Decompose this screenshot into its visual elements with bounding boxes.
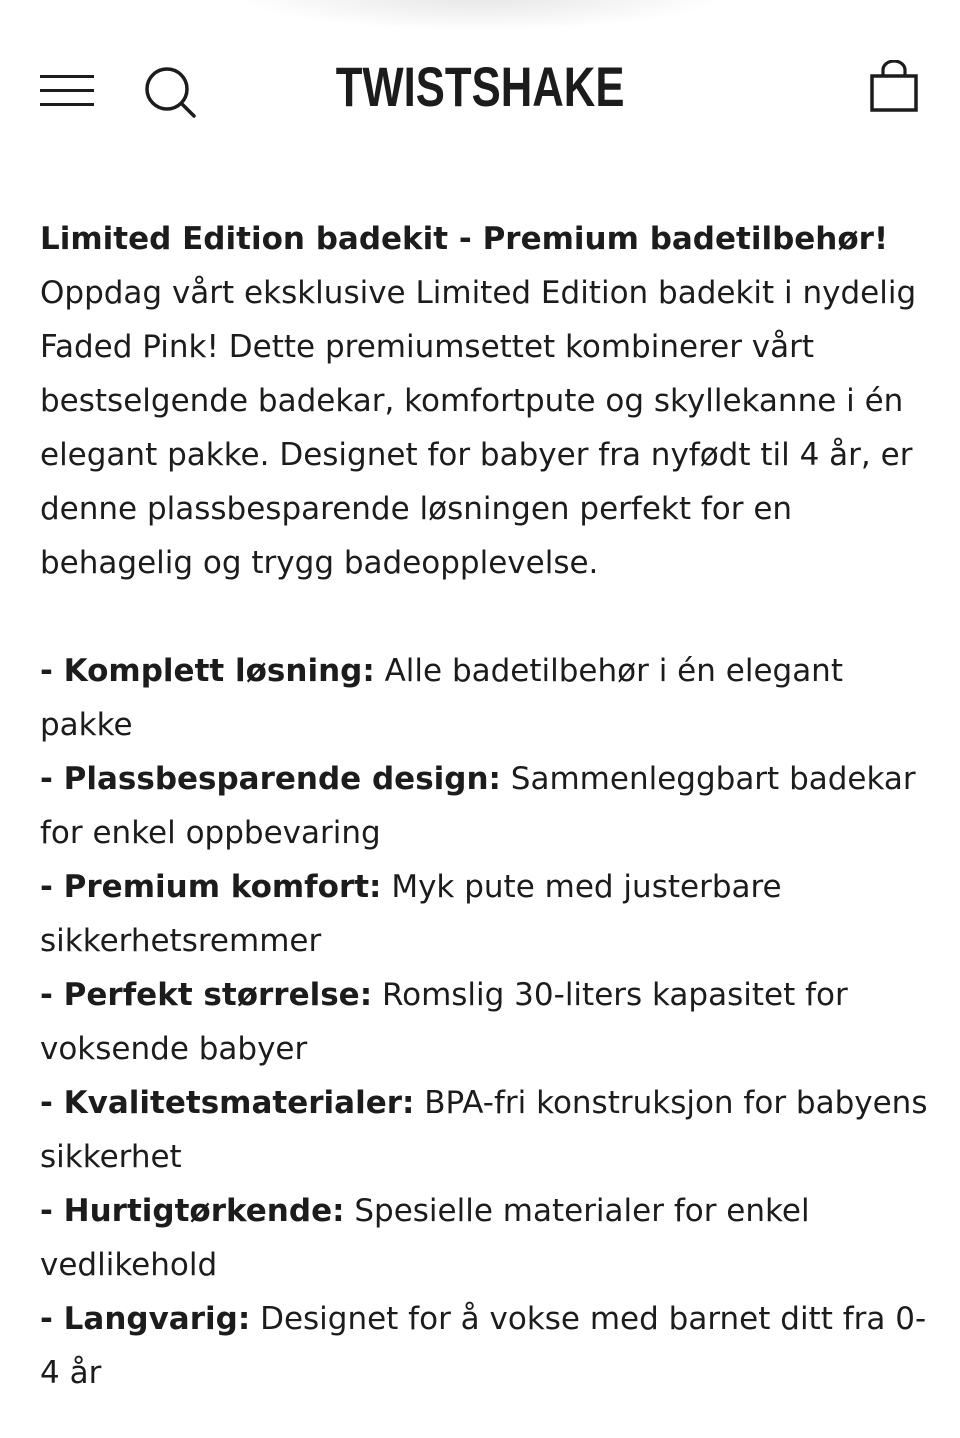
feature-label: - Plassbesparende design: — [40, 761, 501, 797]
description-heading: Limited Edition badekit - Premium badetilbehør! — [40, 221, 889, 257]
feature-label: - Hurtigtørkende: — [40, 1193, 345, 1229]
feature-text: Designet for å vokse med barnet ditt fra 0-4 år — [40, 1301, 927, 1391]
hamburger-menu-icon[interactable] — [40, 72, 94, 108]
feature-item — [40, 1292, 930, 1400]
feature-text: Myk pute med justerbare sikkerhetsremmer — [40, 869, 782, 959]
feature-text: Romslig 30-liters kapasitet for voksende babyer — [40, 977, 848, 1067]
feature-text: Spesielle materialer for enkel vedlikehold — [40, 1193, 810, 1283]
feature-item — [40, 752, 930, 860]
feature-label: - Kvalitetsmaterialer: — [40, 1085, 415, 1121]
feature-label: - Komplett løsning: — [40, 653, 375, 689]
feature-label: - Langvarig: — [40, 1301, 251, 1337]
feature-text: Alle badetilbehør i én elegant pakke — [40, 653, 843, 743]
description-intro: Oppdag vårt eksklusive Limited Edition badekit i nydelig Faded Pink! Dette premiumsettet kombinerer vårt bestselgende badekar, komfortpute og skyllekanne i én elegant pakke. Designet for babyer fra nyfødt til 4 år, er denne plassbesparende løsningen perfekt for en behagelig og trygg badeopplevelse. — [40, 275, 917, 581]
feature-label: - Premium komfort: — [40, 869, 382, 905]
feature-text: BPA-fri konstruksjon for babyens sikkerhet — [40, 1085, 928, 1175]
feature-label: - Perfekt størrelse: — [40, 977, 373, 1013]
site-header — [0, 0, 960, 170]
feature-list — [40, 644, 930, 1400]
search-icon[interactable] — [142, 64, 198, 120]
feature-text: Sammenleggbart badekar for enkel oppbevaring — [40, 761, 916, 851]
feature-item — [40, 968, 930, 1076]
feature-item — [40, 644, 930, 752]
shopping-bag-icon[interactable] — [866, 60, 922, 116]
product-description — [40, 212, 930, 1400]
feature-item — [40, 1076, 930, 1184]
feature-item — [40, 1184, 930, 1292]
brand-logo[interactable]: TWISTSHAKE — [335, 55, 625, 118]
spacer — [40, 590, 930, 644]
feature-item — [40, 860, 930, 968]
